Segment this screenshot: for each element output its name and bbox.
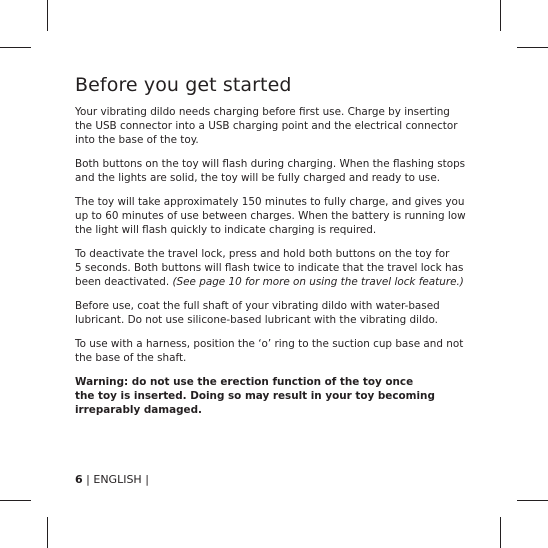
text-line: the toy is inserted. Doing so may result in your toy becoming <box>75 390 435 402</box>
text-line: lubricant. Do not use silicone-based lubricant with the vibrating dildo. <box>75 314 438 326</box>
body-text <box>75 105 475 427</box>
text-line: Before use, coat the full shaft of your vibrating dildo with water-based <box>75 300 440 312</box>
crop-mark-top-left-horizontal <box>0 47 31 48</box>
text-line: been deactivated. <box>75 276 170 288</box>
text-line: the USB connector into a USB charging point and the electrical connector <box>75 120 458 132</box>
footer-separator: | <box>86 473 90 486</box>
crop-mark-bottom-left-vertical <box>47 517 48 548</box>
text-line: and the lights are solid, the toy will be fully charged and ready to use. <box>75 172 441 184</box>
text-line: the light will flash quickly to indicate charging is required. <box>75 224 377 236</box>
paragraph-charge-time <box>75 195 475 237</box>
text-line: Your vibrating dildo needs charging before first use. Charge by inserting <box>75 106 450 118</box>
text-line: Both buttons on the toy will flash during charging. When the flashing stops <box>75 158 466 170</box>
crop-mark-bottom-right-horizontal <box>517 500 548 501</box>
text-line: To use with a harness, position the ‘o’ ring to the suction cup base and not <box>75 338 464 350</box>
crop-mark-bottom-right-vertical <box>500 517 501 548</box>
footer-language: ENGLISH <box>93 473 142 486</box>
text-line: To deactivate the travel lock, press and hold both buttons on the toy for <box>75 248 450 260</box>
text-line: Warning: do not use the erection function of the toy once <box>75 376 414 388</box>
text-line: the base of the shaft. <box>75 352 187 364</box>
paragraph-harness <box>75 337 475 365</box>
paragraph-travel-lock <box>75 247 475 289</box>
crop-mark-bottom-left-horizontal <box>0 500 31 501</box>
text-line: into the base of the toy. <box>75 134 199 146</box>
page-footer <box>75 473 149 486</box>
paragraph-lubricant <box>75 299 475 327</box>
page-reference: (See page 10 for more on using the travel lock feature.) <box>172 276 464 288</box>
page-number: 6 <box>75 473 83 486</box>
warning-notice <box>75 375 475 417</box>
footer-separator: | <box>145 473 149 486</box>
text-line: The toy will take approximately 150 minutes to fully charge, and gives you <box>75 196 465 208</box>
text-line: up to 60 minutes of use between charges. When the battery is running low <box>75 210 466 222</box>
page-title: Before you get started <box>75 74 292 96</box>
crop-mark-top-left-vertical <box>47 0 48 31</box>
crop-mark-top-right-horizontal <box>517 47 548 48</box>
text-line: 5 seconds. Both buttons will flash twice to indicate that the travel lock has <box>75 262 464 274</box>
text-line: irreparably damaged. <box>75 404 202 416</box>
paragraph-charging-lights <box>75 157 475 185</box>
crop-mark-top-right-vertical <box>500 0 501 31</box>
paragraph-first-use-charging <box>75 105 475 147</box>
